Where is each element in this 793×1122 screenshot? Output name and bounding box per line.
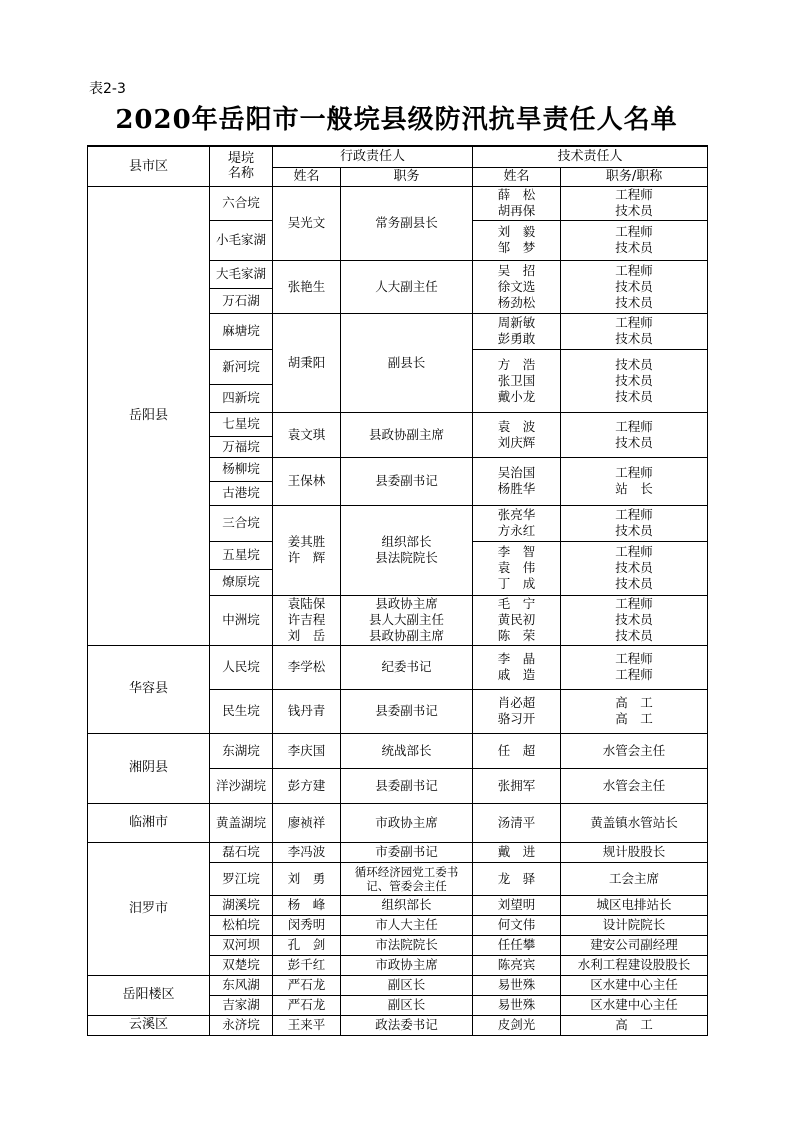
dike-name: 新河垸 xyxy=(210,349,273,384)
tech-position: 工程师 技术员 xyxy=(561,505,708,541)
tech-position: 工会主席 xyxy=(561,862,708,895)
tech-name: 肖必超 骆习开 xyxy=(473,689,561,733)
tech-position: 工程师 技术员 技术员 xyxy=(561,260,708,313)
header-county: 县市区 xyxy=(88,146,210,186)
header-tech-group: 技术责任人 xyxy=(473,146,708,167)
tech-name: 吴治国 杨胜华 xyxy=(473,457,561,505)
tech-position: 黄盖镇水管站长 xyxy=(561,803,708,842)
admin-name: 刘 勇 xyxy=(273,862,341,895)
dike-name: 大毛家湖 xyxy=(210,260,273,288)
admin-name: 袁陆保 许吉程 刘 岳 xyxy=(273,595,341,645)
tech-name: 龙 驿 xyxy=(473,862,561,895)
tech-name: 何文伟 xyxy=(473,915,561,935)
tech-position: 水管会主任 xyxy=(561,733,708,768)
tech-name: 李 晶 戚 造 xyxy=(473,645,561,689)
admin-position: 县委副书记 xyxy=(341,768,473,803)
dike-name: 民生垸 xyxy=(210,689,273,733)
admin-name: 闵秀明 xyxy=(273,915,341,935)
dike-name: 中洲垸 xyxy=(210,595,273,645)
tech-position: 规计股股长 xyxy=(561,842,708,862)
tech-name: 易世殊 xyxy=(473,995,561,1015)
admin-name: 吴光文 xyxy=(273,186,341,260)
dike-name: 湖溪垸 xyxy=(210,895,273,915)
admin-position: 统战部长 xyxy=(341,733,473,768)
admin-name: 彭方建 xyxy=(273,768,341,803)
tech-name: 刘 毅 邹 梦 xyxy=(473,220,561,260)
tech-position: 区水建中心主任 xyxy=(561,975,708,995)
header-tech-position: 职务/职称 xyxy=(561,167,708,186)
dike-name: 东湖垸 xyxy=(210,733,273,768)
admin-position: 副区长 xyxy=(341,975,473,995)
tech-name: 易世殊 xyxy=(473,975,561,995)
admin-position: 市人大主任 xyxy=(341,915,473,935)
tech-position: 城区电排站长 xyxy=(561,895,708,915)
tech-position: 工程师 站 长 xyxy=(561,457,708,505)
county-cell: 岳阳楼区 xyxy=(88,975,210,1015)
admin-position: 市委副书记 xyxy=(341,842,473,862)
tech-position: 工程师 技术员 xyxy=(561,412,708,457)
header-dike-name: 堤垸 名称 xyxy=(210,146,273,186)
admin-position: 纪委书记 xyxy=(341,645,473,689)
tech-position: 技术员 技术员 技术员 xyxy=(561,349,708,412)
tech-name: 薛 松 胡再保 xyxy=(473,186,561,220)
tech-name: 李 智 袁 伟 丁 成 xyxy=(473,541,561,595)
admin-name: 王保林 xyxy=(273,457,341,505)
tech-name: 戴 进 xyxy=(473,842,561,862)
admin-position: 组织部长 县法院院长 xyxy=(341,505,473,595)
admin-name: 王来平 xyxy=(273,1015,341,1035)
county-cell: 云溪区 xyxy=(88,1015,210,1035)
tech-position: 工程师 技术员 技术员 xyxy=(561,595,708,645)
admin-name: 杨 峰 xyxy=(273,895,341,915)
dike-name: 万石湖 xyxy=(210,288,273,313)
admin-name: 孔 剑 xyxy=(273,935,341,955)
dike-name: 吉家湖 xyxy=(210,995,273,1015)
dike-name: 洋沙湖垸 xyxy=(210,768,273,803)
tech-position: 工程师 技术员 技术员 xyxy=(561,541,708,595)
dike-name: 七星垸 xyxy=(210,412,273,436)
tech-name: 任任攀 xyxy=(473,935,561,955)
page-title: 2020年岳阳市一般垸县级防汛抗旱责任人名单 xyxy=(115,105,678,135)
dike-name: 双楚垸 xyxy=(210,955,273,975)
county-cell: 岳阳县 xyxy=(88,186,210,645)
tech-name: 张拥军 xyxy=(473,768,561,803)
admin-name: 钱丹青 xyxy=(273,689,341,733)
tech-position: 区水建中心主任 xyxy=(561,995,708,1015)
tech-name: 任 超 xyxy=(473,733,561,768)
admin-position: 常务副县长 xyxy=(341,186,473,260)
admin-position: 市法院院长 xyxy=(341,935,473,955)
admin-position: 县委副书记 xyxy=(341,689,473,733)
dike-name: 人民垸 xyxy=(210,645,273,689)
admin-position: 副区长 xyxy=(341,995,473,1015)
dike-name: 古港垸 xyxy=(210,481,273,505)
dike-name: 三合垸 xyxy=(210,505,273,541)
tech-position: 工程师 技术员 xyxy=(561,186,708,220)
dike-name: 小毛家湖 xyxy=(210,220,273,260)
dike-name: 磊石垸 xyxy=(210,842,273,862)
admin-position: 组织部长 xyxy=(341,895,473,915)
tech-name: 吴 招 徐文选 杨劲松 xyxy=(473,260,561,313)
tech-position: 工程师 技术员 xyxy=(561,220,708,260)
admin-position: 县委副书记 xyxy=(341,457,473,505)
dike-name: 东风湖 xyxy=(210,975,273,995)
tech-name: 周新敏 彭勇敢 xyxy=(473,313,561,349)
admin-name: 姜其胜 许 辉 xyxy=(273,505,341,595)
tech-name: 张亮华 方永红 xyxy=(473,505,561,541)
tech-position: 高 工 xyxy=(561,1015,708,1035)
county-cell: 临湘市 xyxy=(88,803,210,842)
admin-name: 彭千红 xyxy=(273,955,341,975)
admin-name: 胡秉阳 xyxy=(273,313,341,412)
tech-name: 皮剑光 xyxy=(473,1015,561,1035)
dike-name: 松柏垸 xyxy=(210,915,273,935)
admin-name: 李学松 xyxy=(273,645,341,689)
header-admin-position: 职务 xyxy=(341,167,473,186)
admin-position: 县政协主席 县人大副主任 县政协副主席 xyxy=(341,595,473,645)
admin-position: 循环经济园党工委书 记、管委会主任 xyxy=(341,862,473,895)
responsibility-table xyxy=(87,145,708,1036)
dike-name: 四新垸 xyxy=(210,384,273,412)
admin-name: 张艳生 xyxy=(273,260,341,313)
tech-name: 陈亮宾 xyxy=(473,955,561,975)
tech-position: 水管会主任 xyxy=(561,768,708,803)
tech-name: 汤清平 xyxy=(473,803,561,842)
county-cell: 湘阴县 xyxy=(88,733,210,803)
tech-position: 水利工程建设股股长 xyxy=(561,955,708,975)
dike-name: 万福垸 xyxy=(210,436,273,457)
admin-position: 人大副主任 xyxy=(341,260,473,313)
dike-name: 五星垸 xyxy=(210,541,273,569)
admin-position: 市政协主席 xyxy=(341,955,473,975)
dike-name: 永济垸 xyxy=(210,1015,273,1035)
header-tech-name: 姓名 xyxy=(473,167,561,186)
tech-name: 方 浩 张卫国 戴小龙 xyxy=(473,349,561,412)
dike-name: 六合垸 xyxy=(210,186,273,220)
tech-name: 袁 波 刘庆辉 xyxy=(473,412,561,457)
tech-position: 建安公司副经理 xyxy=(561,935,708,955)
admin-position: 县政协副主席 xyxy=(341,412,473,457)
admin-name: 严石龙 xyxy=(273,975,341,995)
admin-name: 严石龙 xyxy=(273,995,341,1015)
dike-name: 燎原垸 xyxy=(210,569,273,595)
table-number: 表2-3 xyxy=(89,81,126,97)
tech-position: 工程师 技术员 xyxy=(561,313,708,349)
admin-name: 李冯波 xyxy=(273,842,341,862)
admin-name: 袁文琪 xyxy=(273,412,341,457)
dike-name: 罗江垸 xyxy=(210,862,273,895)
county-cell: 汨罗市 xyxy=(88,842,210,975)
admin-position: 副县长 xyxy=(341,313,473,412)
tech-name: 毛 宁 黄民初 陈 荣 xyxy=(473,595,561,645)
admin-position: 政法委书记 xyxy=(341,1015,473,1035)
header-admin-name: 姓名 xyxy=(273,167,341,186)
tech-position: 高 工 高 工 xyxy=(561,689,708,733)
admin-name: 廖祯祥 xyxy=(273,803,341,842)
tech-position: 工程师 工程师 xyxy=(561,645,708,689)
dike-name: 杨柳垸 xyxy=(210,457,273,481)
admin-name: 李庆国 xyxy=(273,733,341,768)
admin-position: 市政协主席 xyxy=(341,803,473,842)
tech-name: 刘望明 xyxy=(473,895,561,915)
dike-name: 双河坝 xyxy=(210,935,273,955)
dike-name: 麻塘垸 xyxy=(210,313,273,349)
header-admin-group: 行政责任人 xyxy=(273,146,473,167)
tech-position: 设计院院长 xyxy=(561,915,708,935)
county-cell: 华容县 xyxy=(88,645,210,733)
dike-name: 黄盖湖垸 xyxy=(210,803,273,842)
